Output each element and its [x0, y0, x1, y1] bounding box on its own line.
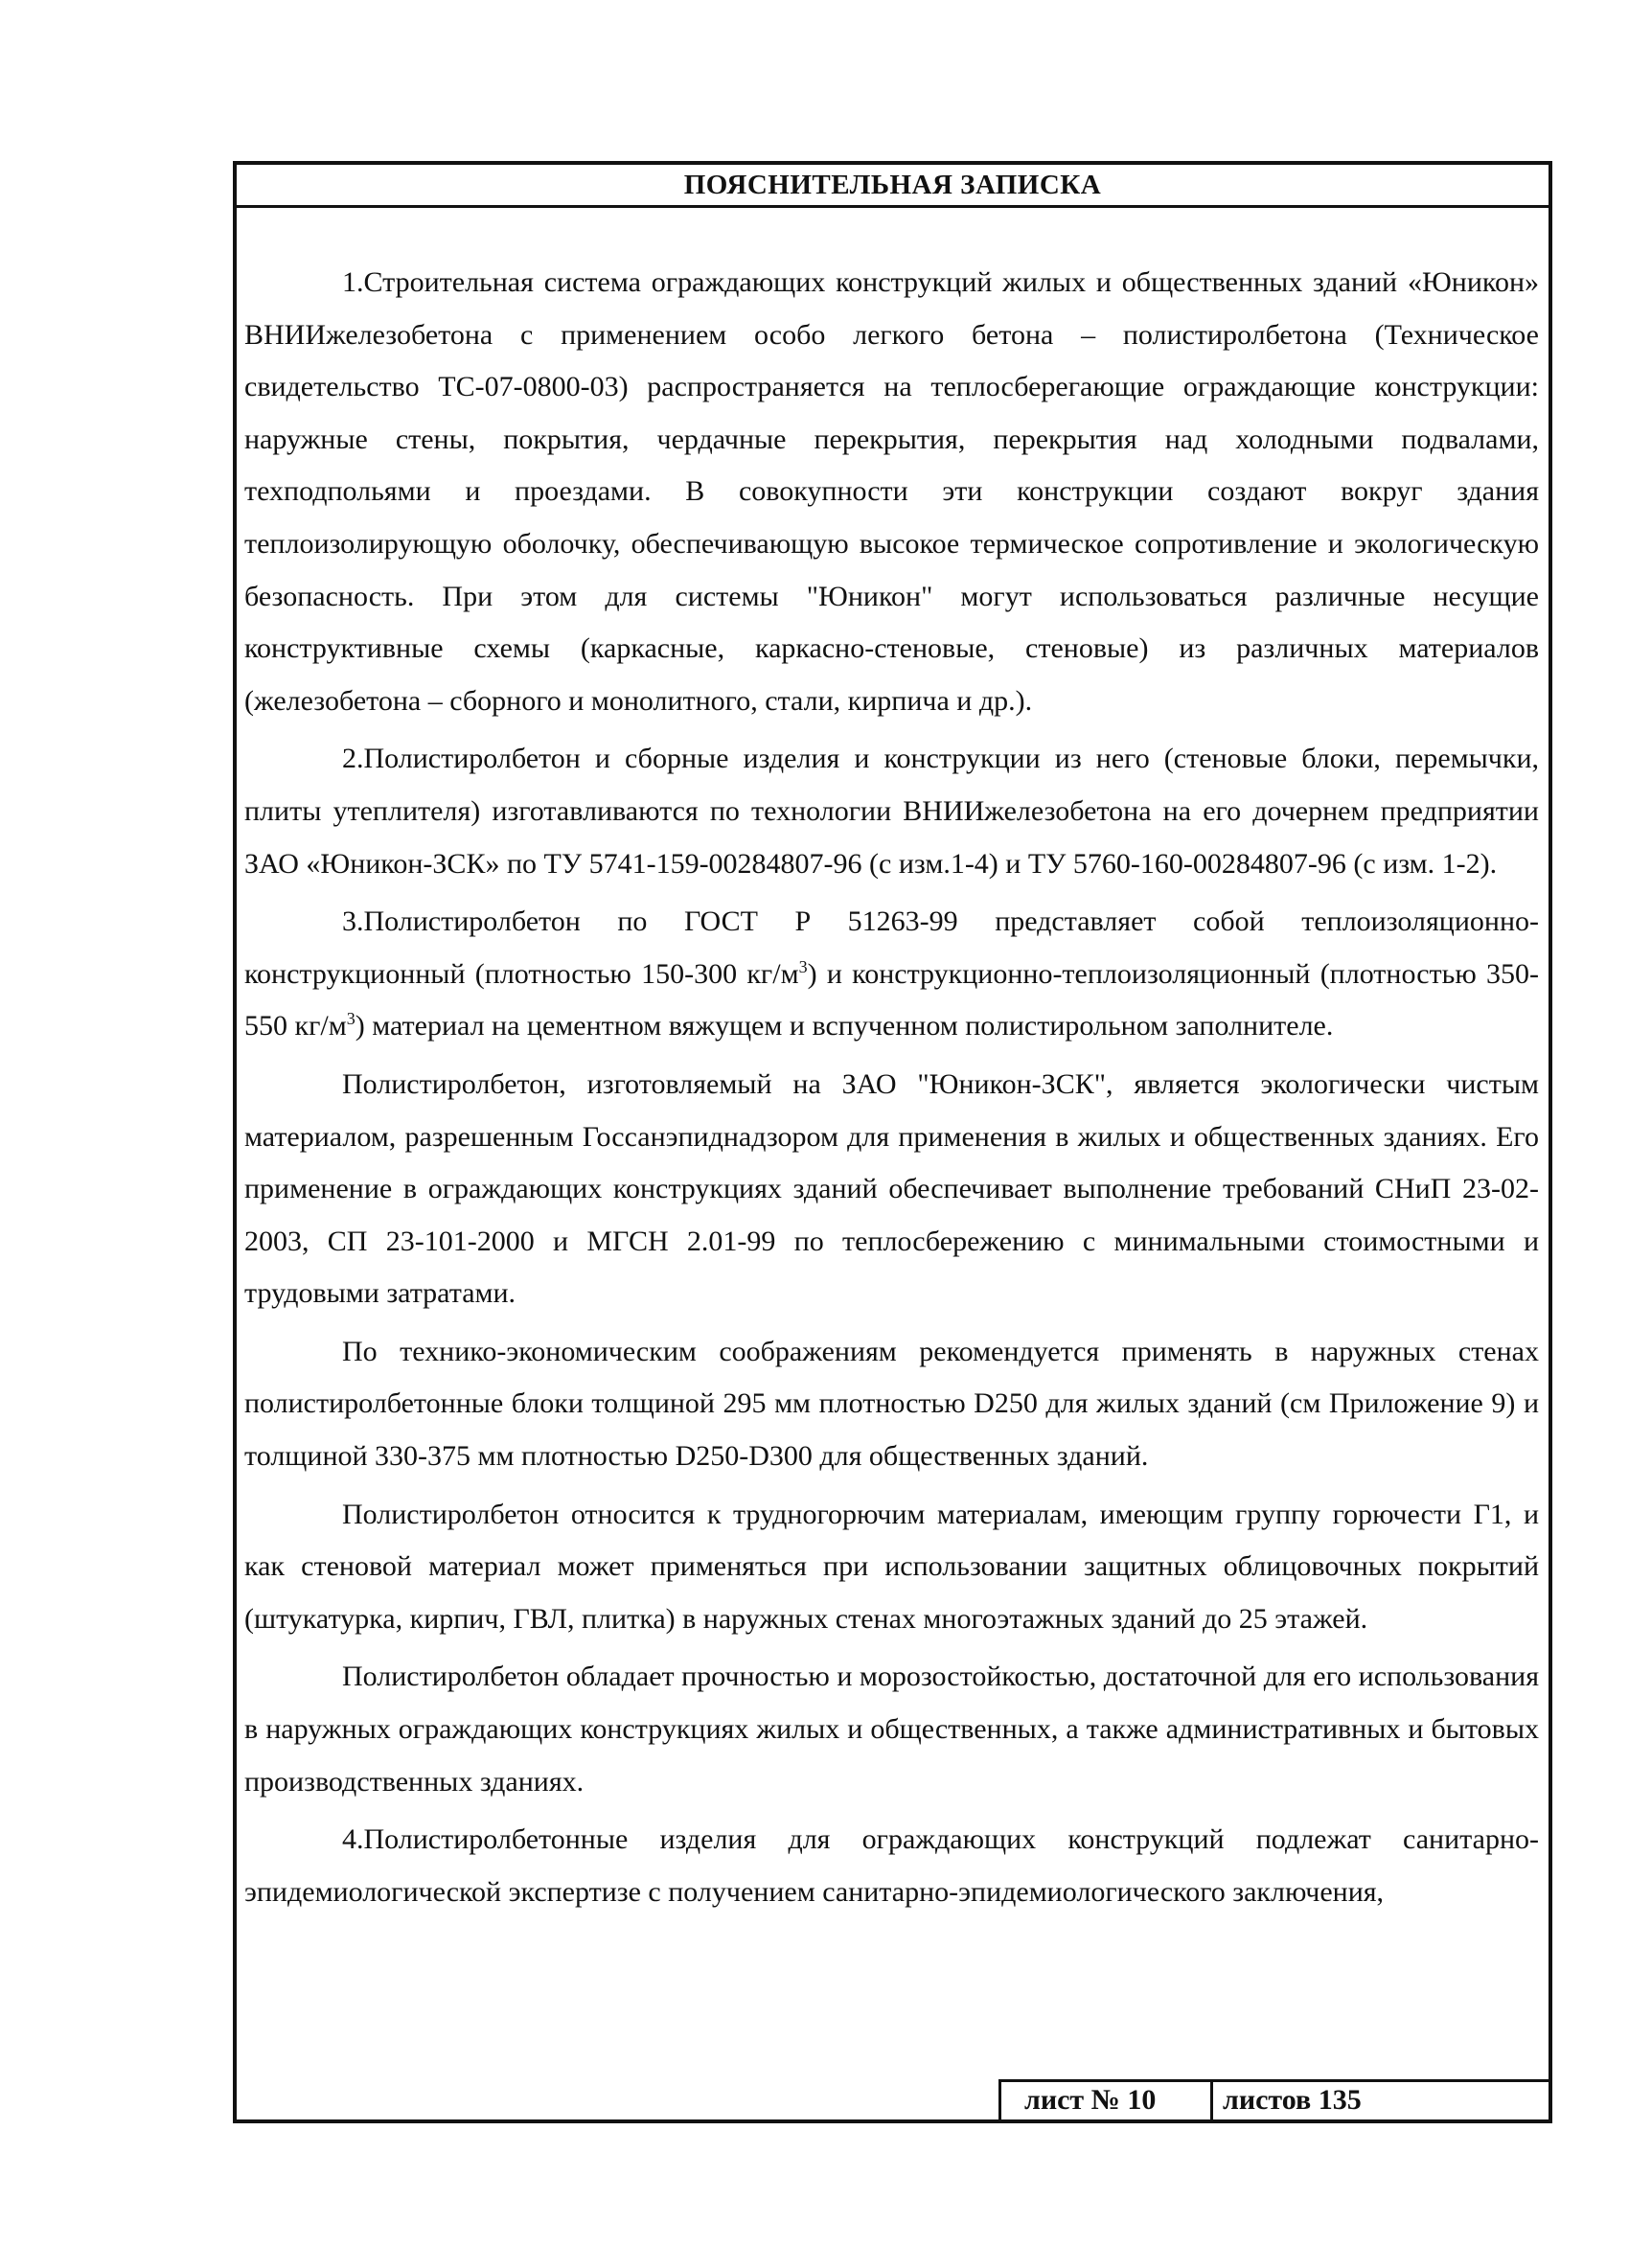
title-block-divider — [998, 2082, 1011, 2119]
page-title: ПОЯСНИТЕЛЬНАЯ ЗАПИСКА — [237, 165, 1549, 208]
paragraph-3-text-c: ) материал на цементном вяжущем и вспученном полистирольном заполнителе. — [355, 1010, 1334, 1042]
paragraph-2: 2.Полистиролбетон и сборные изделия и конструкции из него (стеновые блоки, перемычки, плиты утеплителя) изготавливаются по технологии ВНИИжелезобетона на его дочернем предприятии ЗАО «Юникон-ЗСК» по ТУ 5741-159-00284807-96 (с изм.1-4) и ТУ 5760-160-00284807-96 (с изм. 1-2). — [244, 743, 1539, 880]
paragraph-7: Полистиролбетон обладает прочностью и морозостойкостью, достаточной для его использования в наружных ограждающих конструкциях жилых и общественных, а также административных и бытовых производственных зданиях. — [244, 1661, 1539, 1798]
title-block — [998, 2079, 1549, 2119]
paragraph-1: 1.Строительная система ограждающих конструкций жилых и общественных зданий «Юникон» ВНИИжелезобетона с применением особо легкого бетона – полистиролбетона (Техническое свидетельство ТС-07-0800-03) распространяется на теплосберегающие ограждающие конструкции: наружные стены, покрытия, чердачные перекрытия, перекрытия над холодными подвалами, техподпольями и проездами. В совокупности эти конструкции создают вокруг здания теплоизолирующую оболочку, обеспечивающую высокое термическое сопротивление и экологическую безопасность. При этом для системы "Юникон" могут использоваться различные несущие конструктивные схемы (каркасные, каркасно-стеновые, стеновые) из различных материалов (железобетона – сборного и монолитного, стали, кирпича и др.). — [244, 266, 1539, 717]
sheet-number: лист № 10 — [1024, 2084, 1157, 2116]
paragraph-5: По технико-экономическим соображениям рекомендуется применять в наружных стенах полистиролбетонные блоки толщиной 295 мм плотностью D250 для жилых зданий (см Приложение 9) и толщиной 330-375 мм плотностью D250-D300 для общественных зданий. — [244, 1335, 1539, 1473]
paragraph-3 — [244, 896, 1539, 1053]
paragraph-6: Полистиролбетон относится к трудногорючим материалам, имеющим группу горючести Г1, и как стеновой материал может применяться при использовании защитных облицовочных покрытий (штукатурка, кирпич, ГВЛ, плитка) в наружных стенах многоэтажных зданий до 25 этажей. — [244, 1498, 1539, 1635]
document-frame — [233, 161, 1552, 2123]
document-body — [244, 257, 1539, 1918]
sheet-total: листов 135 — [1210, 2082, 1549, 2119]
paragraph-3-text-b: ) и конструкционно-теплоизоляционный (плотностью 350-550 кг/м — [244, 957, 1540, 1042]
superscript-3: 3 — [346, 1009, 356, 1029]
paragraph-3-text-a: 3.Полистиролбетон по ГОСТ Р 51263-99 представляет собой теплоизоляционно-конструкционный (плотностью 150-300 кг/м — [244, 905, 1539, 990]
paragraph-4: Полистиролбетон, изготовляемый на ЗАО "Юникон-ЗСК", является экологически чистым материалом, разрешенным Госсанэпиднадзором для применения в жилых и общественных зданиях. Его применение в ограждающих конструкциях зданий обеспечивает выполнение требований СНиП 23-02-2003, СП 23-101-2000 и МГСН 2.01-99 по теплосбережению с минимальными стоимостными и трудовыми затратами. — [244, 1067, 1539, 1310]
paragraph-8: 4.Полистиролбетонные изделия для ограждающих конструкций подлежат санитарно-эпидемиологической экспертизе с получением санитарно-эпидемиологического заключения, — [244, 1823, 1539, 1908]
superscript-3: 3 — [798, 956, 808, 976]
